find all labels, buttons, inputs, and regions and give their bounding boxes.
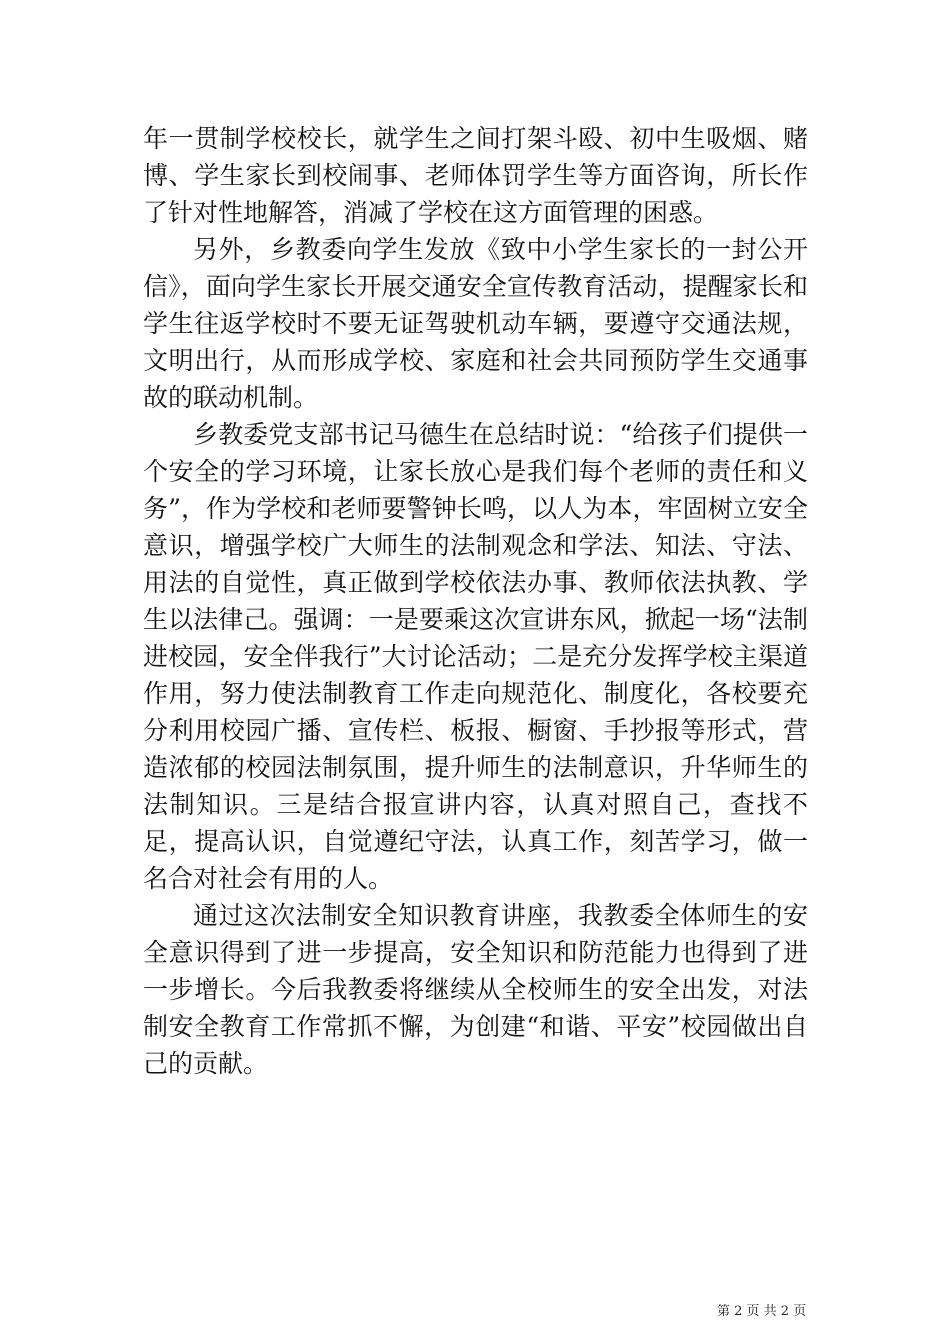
- paragraph-1: 年一贯制学校校长，就学生之间打架斗殴、初中生吸烟、赌博、学生家长到校闹事、老师体罚学生等方面咨询，所长作了针对性地解答，消减了学校在这方面管理的困惑。: [143, 124, 808, 227]
- paragraph-4: 通过这次法制安全知识教育讲座，我教委全体师生的安全意识得到了进一步提高，安全知识和防范能力也得到了进一步增长。今后我教委将继续从全校师生的安全出发，对法制安全教育工作常抓不懈，为创建“和谐、平安”校园做出自己的贡献。: [143, 901, 808, 1078]
- page-number-footer: 第 2 页 共 2 页: [717, 1304, 807, 1319]
- document-body: [143, 120, 808, 1082]
- paragraph-2: 另外，乡教委向学生发放《致中小学生家长的一封公开信》，面向学生家长开展交通安全宣传教育活动，提醒家长和学生往返学校时不要无证驾驶机动车辆，要遵守交通法规，文明出行，从而形成学校、家庭和社会共同预防学生交通事故的联动机制。: [143, 235, 808, 412]
- paragraph-3: 乡教委党支部书记马德生在总结时说：“给孩子们提供一个安全的学习环境，让家长放心是我们每个老师的责任和义务”，作为学校和老师要警钟长鸣，以人为本，牢固树立安全意识，增强学校广大师生的法制观念和学法、知法、守法、用法的自觉性，真正做到学校依法办事、教师依法执教、学生以法律己。强调：一是要乘这次宣讲东风，掀起一场“法制进校园，安全伴我行”大讨论活动；二是充分发挥学校主渠道作用，努力使法制教育工作走向规范化、制度化，各校要充分利用校园广播、宣传栏、板报、橱窗、手抄报等形式，营造浓郁的校园法制氛围，提升师生的法制意识，升华师生的法制知识。三是结合报宣讲内容，认真对照自己，查找不足，提高认识，自觉遵纪守法，认真工作，刻苦学习，做一名合对社会有用的人。: [143, 420, 808, 893]
